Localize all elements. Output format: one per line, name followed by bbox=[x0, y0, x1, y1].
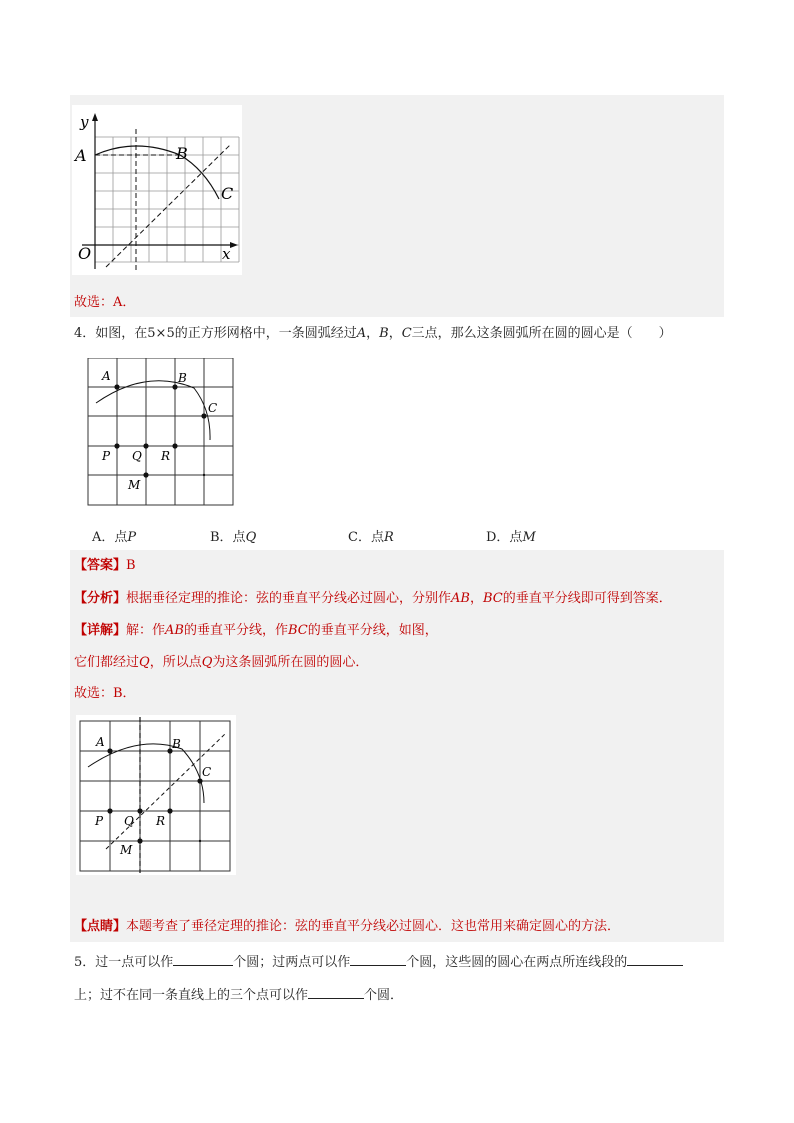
option-a[interactable]: A．点P bbox=[92, 530, 137, 545]
blank-3[interactable] bbox=[627, 951, 683, 966]
label-B: B bbox=[172, 737, 181, 751]
blank-2[interactable] bbox=[350, 951, 406, 966]
label-y: y bbox=[80, 113, 89, 131]
detail-line-2: 它们都经过Q，所以点Q为这条圆弧所在圆的圆心． bbox=[74, 655, 369, 670]
label-B: B bbox=[176, 144, 188, 163]
option-c[interactable]: C．点R bbox=[348, 530, 394, 545]
label-P: P bbox=[95, 814, 104, 828]
label-Q: Q bbox=[132, 449, 142, 463]
label-A: A bbox=[96, 735, 105, 749]
detail-line: 【详解】解：作AB的垂直平分线，作BC的垂直平分线，如图， bbox=[74, 623, 438, 638]
choice-line: 故选：B． bbox=[74, 686, 136, 701]
label-B: B bbox=[178, 371, 187, 385]
label-R: R bbox=[161, 449, 171, 463]
analysis-line: 【分析】根据垂径定理的推论：弦的垂直平分线必过圆心，分别作AB，BC的垂直平分线即可得到答案． bbox=[74, 591, 672, 606]
comment-line: 【点睛】本题考查了垂径定理的推论：弦的垂直平分线必过圆心．这也常用来确定圆心的方法． bbox=[74, 919, 621, 934]
label-R: R bbox=[156, 814, 166, 828]
option-b[interactable]: B．点Q bbox=[210, 530, 257, 545]
blank-4[interactable] bbox=[308, 984, 364, 999]
figure-coordinate-grid bbox=[72, 105, 242, 275]
question-5-line-2: 上；过不在同一条直线上的三个点可以作 个圆． bbox=[74, 984, 403, 1005]
figure-solution-grid bbox=[76, 715, 236, 875]
label-A: A bbox=[75, 146, 87, 165]
label-M: M bbox=[128, 478, 141, 492]
label-Q: Q bbox=[124, 814, 134, 828]
answer-line: 【答案】B bbox=[74, 558, 136, 573]
label-A: A bbox=[102, 369, 111, 383]
label-O: O bbox=[78, 244, 92, 263]
question-5-line-1: 5．过一点可以作 个圆；过两点可以作 个圆，这些圆的圆心在两点所连线段的 bbox=[74, 951, 683, 972]
label-C: C bbox=[221, 184, 234, 203]
previous-answer: 故选：A． bbox=[74, 295, 136, 310]
label-P: P bbox=[102, 449, 111, 463]
label-M: M bbox=[120, 843, 133, 857]
label-x: x bbox=[222, 245, 231, 263]
label-C: C bbox=[202, 765, 212, 779]
option-d[interactable]: D．点M bbox=[486, 530, 536, 545]
figure-question-grid bbox=[86, 358, 236, 508]
label-C: C bbox=[208, 401, 218, 415]
blank-1[interactable] bbox=[173, 951, 233, 966]
question-4-stem: 4．如图，在5×5的正方形网格中，一条圆弧经过A，B，C三点，那么这条圆弧所在圆的圆心是（ ） bbox=[74, 326, 672, 341]
